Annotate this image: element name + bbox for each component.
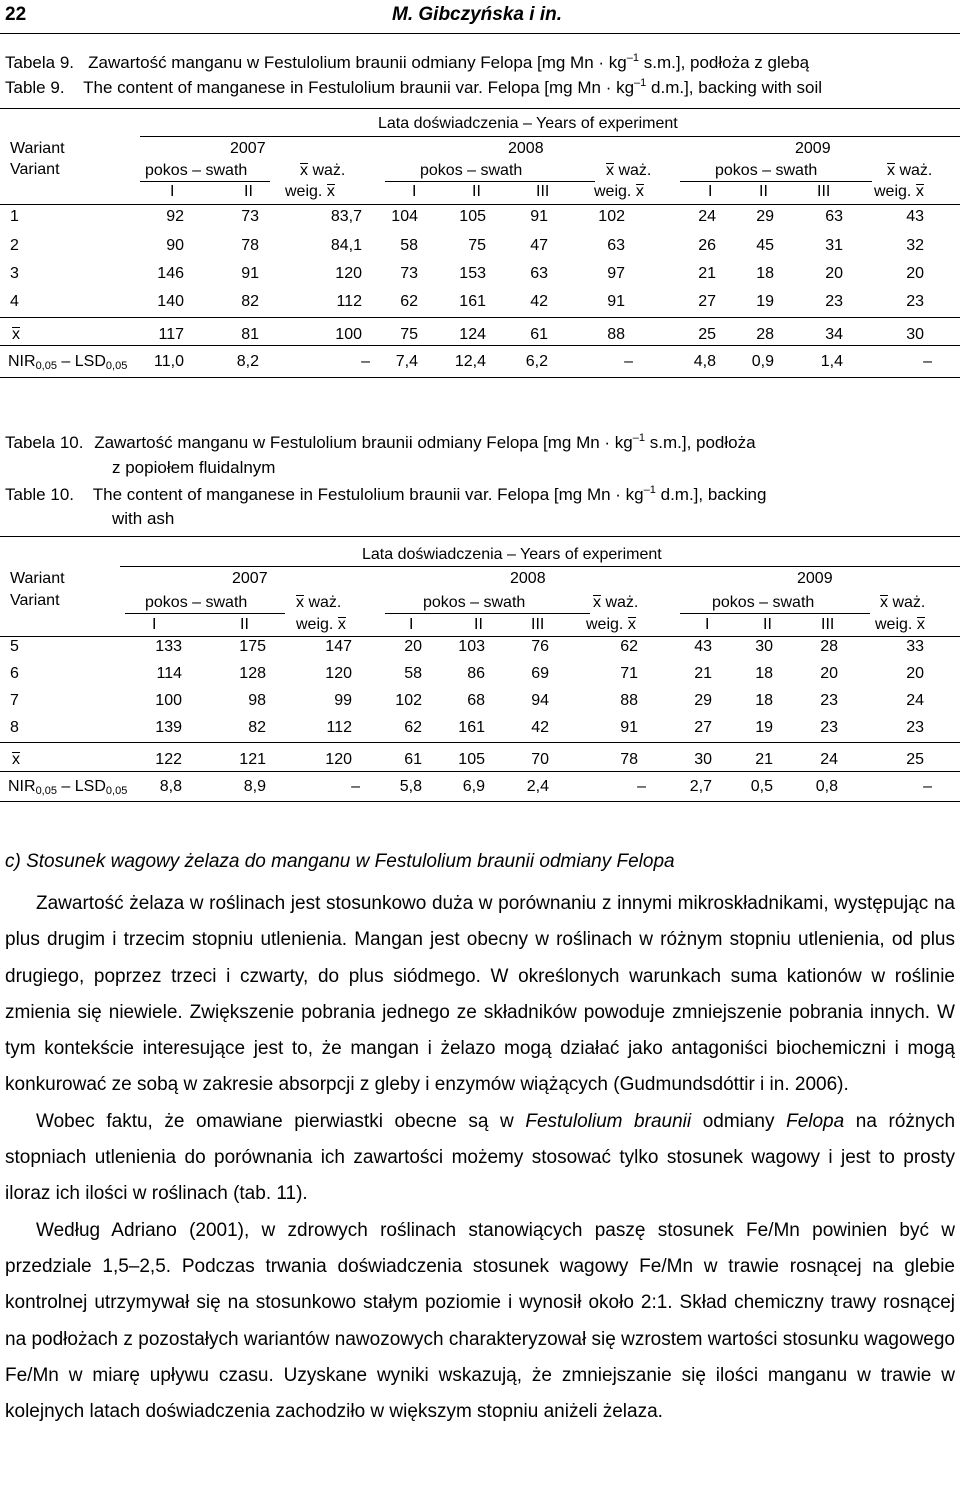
t10-cell: 114 (156, 665, 182, 682)
table9-weig-2009: weig. x (874, 183, 924, 200)
t10-nir-cell: 8,8 (159, 778, 182, 795)
table9-swath-rule-2008 (385, 181, 595, 182)
table9-year-2008: 2008 (508, 140, 544, 157)
table9-cut-2009-3: III (817, 183, 831, 200)
t9-cell: 32 (906, 237, 924, 254)
t10-mean-cell: 24 (820, 751, 838, 768)
t10-cell: 128 (239, 665, 266, 682)
t10-cell: 23 (820, 719, 838, 736)
t10-variant-8: 8 (10, 719, 19, 736)
t10-cell: 133 (155, 638, 182, 655)
t9-nir-cell: 6,2 (525, 353, 548, 370)
t9-cell: 97 (607, 265, 625, 282)
t10-cell: 27 (694, 719, 712, 736)
t10-variant-7: 7 (10, 692, 19, 709)
t10-cell: 18 (755, 692, 773, 709)
t10-cell: 98 (248, 692, 266, 709)
t10-nir-cell: 6,9 (462, 778, 485, 795)
t9-cell: 63 (607, 237, 625, 254)
section-heading: c) Stosunek wagowy żelaza do manganu w Festulolium braunii odmiany Felopa (5, 851, 675, 872)
table9-year-2007: 2007 (230, 140, 266, 157)
t9-nir-cell: 12,4 (454, 353, 486, 370)
table10-year-2007: 2007 (232, 570, 268, 587)
t10-nir-cell: – (923, 778, 932, 795)
t9-cell: 91 (530, 208, 548, 225)
paragraph-1: Zawartość żelaza w roślinach jest stosunkowo duża w porównaniu z innymi mikroskładnikami, występując na plus drugim i trzecim stopniu utlenienia. Mangan jest obecny w roślinach w różnym stopniu utlenienia, od plus drugiego, poprzez trzeci i czwarty, do plus siódmego. W określonych warunkach suma kationów w roślinie zmienia się niewiele. Zwiększenie pobrania jednego ze składników powoduje zmniejszenie pobrania innych. W tym kontekście interesujące jest to, że mangan i żelazo mogą działać jako antagoniści biochemiczni i mogą konkurować ze sobą w zakresie absorpcji z gleby i enzymów wiążących (Gudmundsdóttir i in. 2006). (5, 893, 955, 1096)
t10-cell: 62 (404, 719, 422, 736)
table9-cut-2007-1: I (170, 183, 175, 200)
table10-swath-rule-2007 (125, 613, 285, 614)
table9-variant-en: Variant (10, 161, 60, 178)
t9-cell: 42 (530, 293, 548, 310)
t10-mean-cell: 70 (531, 751, 549, 768)
table9-cut-2009-2: II (759, 183, 768, 200)
table9-weig-2007: weig. x (285, 183, 335, 200)
t10-cell: 28 (820, 638, 838, 655)
paragraph-3: Według Adriano (2001), w zdrowych roślinach stanowiących paszę stosunek Fe/Mn powinien być w przedziale 1,5–2,5. Podczas trwania doświadczenia stosunek wagowy Fe/Mn w trawie rosnącej na glebie kontrolnej utrzymywał się na stosunkowo stałym poziomie i wynosił około 2:1. Skład chemiczny trawy rosnącej na podłożach z pozostałych wariantów nawozowych charakteryzował się wzrostem wartości stosunku wagowego Fe/Mn w miarę upływu czasu. Uzyskane wyniki wskazują, że zmniejszanie się ilości manganu w trawie w kolejnych latach doświadczenia zachodziło w większym stopniu aniżeli żelaza. (5, 1219, 955, 1423)
t9-cell: 91 (607, 293, 625, 310)
page-number: 22 (5, 4, 27, 25)
t10-cell: 20 (404, 638, 422, 655)
t10-cell: 94 (531, 692, 549, 709)
t10-cell: 21 (694, 665, 712, 682)
t9-cell: 75 (468, 237, 486, 254)
t9-mean-cell: 81 (241, 326, 259, 343)
table9-cut-2007-2: II (244, 183, 253, 200)
table10-swath-2009: pokos – swath (712, 594, 815, 611)
table9-swath-2008: pokos – swath (420, 162, 523, 179)
t9-nir-cell: 11,0 (154, 353, 184, 370)
t9-cell: 112 (336, 293, 362, 310)
t10-nir-cell: – (637, 778, 646, 795)
t10-variant-5: 5 (10, 638, 19, 655)
table10-cut-2008-1: I (409, 616, 414, 633)
table9-year-2009: 2009 (795, 140, 831, 157)
t10-mean-cell: 120 (325, 751, 352, 768)
table10-swath-rule-2008 (385, 613, 590, 614)
t10-cell: 175 (239, 638, 266, 655)
table10-years-rule (120, 566, 960, 567)
t9-cell: 62 (400, 293, 418, 310)
t9-mean-cell: 25 (698, 326, 716, 343)
t9-cell: 24 (698, 208, 716, 225)
t10-mean-label: x (12, 751, 20, 768)
table9-weig-2008: weig. x (594, 183, 644, 200)
table10-variant-en: Variant (10, 592, 60, 609)
t9-cell: 58 (400, 237, 418, 254)
t9-cell: 73 (241, 208, 259, 225)
t9-cell: 83,7 (330, 208, 362, 225)
t10-cell: 33 (906, 638, 924, 655)
t9-nir-cell: 0,9 (751, 353, 774, 370)
t9-variant-3: 3 (10, 265, 19, 282)
table10-cut-2008-2: II (474, 616, 483, 633)
table10-nir-rule (0, 771, 960, 772)
t9-cell: 29 (756, 208, 774, 225)
table9-top-rule (0, 108, 960, 109)
t9-cell: 120 (335, 265, 362, 282)
table9-caption-pl: Tabela 9. Zawartość manganu w Festulolium braunii odmiany Felopa [mg $Mn \cdot kg^{-1}$ s.m.], podłoża z glebą (5, 52, 810, 72)
t9-cell: 140 (157, 293, 184, 310)
table10-swath-rule-2009 (680, 613, 870, 614)
t10-cell: 71 (620, 665, 638, 682)
t10-cell: 112 (326, 719, 352, 736)
t9-mean-cell: 75 (400, 326, 418, 343)
table10-years-header: Lata doświadczenia – Years of experiment (362, 546, 662, 563)
t9-cell: 63 (530, 265, 548, 282)
t10-cell: 19 (755, 719, 773, 736)
table10-swath-2008: pokos – swath (423, 594, 526, 611)
t10-nir-cell: 0,8 (815, 778, 838, 795)
t10-nir-cell: – (351, 778, 360, 795)
t9-nir-cell: – (361, 353, 370, 370)
table10-cut-2009-2: II (763, 616, 772, 633)
t9-variant-2: 2 (10, 237, 19, 254)
table9-years-header: Lata doświadczenia – Years of experiment (378, 115, 678, 132)
t10-nir-cell: 2,7 (689, 778, 712, 795)
t10-cell: 29 (694, 692, 712, 709)
t9-cell: 19 (756, 293, 774, 310)
table9-mean-rule (0, 317, 960, 318)
table10-year-2008: 2008 (510, 570, 546, 587)
table10-caption-en: Table 10. The content of manganese in Festulolium braunii var. Felopa [mg $Mn \cdot kg^{-1}$ d.m.], backing (5, 484, 767, 504)
table9-cut-2008-1: I (412, 183, 417, 200)
t10-cell: 100 (155, 692, 182, 709)
t9-nir-cell: 8,2 (236, 353, 259, 370)
t10-nir-cell: 2,4 (526, 778, 549, 795)
t9-variant-4: 4 (10, 293, 19, 310)
t9-cell: 91 (241, 265, 259, 282)
t9-mean-cell: 30 (906, 326, 924, 343)
table10-bottom-rule (0, 801, 960, 802)
t9-cell: 63 (825, 208, 843, 225)
t10-cell: 103 (458, 638, 485, 655)
t10-cell: 99 (334, 692, 352, 709)
paragraph-2: Wobec faktu, że omawiane pierwiastki obecne są w Festulolium braunii odmiany Felopa na różnych stopniach utlenienia do porównania ich zawartości możemy stosować tylko stosunek wagowy i jest to prosty iloraz ich ilości w roślinach (tab. 11). (5, 1110, 956, 1205)
t10-cell: 20 (906, 665, 924, 682)
t9-nir-cell: 4,8 (693, 353, 716, 370)
t9-nir-label: $NIR_{0,05} - LSD_{0,05}$ (8, 353, 128, 372)
t9-cell: 82 (241, 293, 259, 310)
t10-cell: 42 (531, 719, 549, 736)
t10-cell: 147 (325, 638, 352, 655)
t10-variant-6: 6 (10, 665, 19, 682)
t10-cell: 91 (620, 719, 638, 736)
t10-cell: 139 (155, 719, 182, 736)
t10-nir-cell: 0,5 (750, 778, 773, 795)
t10-cell: 86 (467, 665, 485, 682)
table10-caption-en-line2: with ash (112, 509, 175, 528)
t10-cell: 62 (620, 638, 638, 655)
table9-cut-2009-1: I (708, 183, 713, 200)
t10-cell: 102 (395, 692, 422, 709)
t10-mean-cell: 61 (404, 751, 422, 768)
t10-cell: 120 (325, 665, 352, 682)
table10-weighted-2008: x waż. (593, 594, 639, 611)
t9-mean-cell: 34 (825, 326, 843, 343)
table10-cut-2009-3: III (821, 616, 835, 633)
t10-cell: 68 (467, 692, 485, 709)
t9-cell: 31 (825, 237, 843, 254)
t9-mean-cell: 124 (459, 326, 486, 343)
t10-nir-cell: 8,9 (243, 778, 266, 795)
t9-mean-label: x (12, 326, 20, 343)
t10-cell: 43 (694, 638, 712, 655)
t9-cell: 104 (391, 208, 418, 225)
t9-mean-cell: 61 (530, 326, 548, 343)
t9-nir-cell: – (624, 353, 633, 370)
table9-swath-2009: pokos – swath (715, 162, 818, 179)
t10-cell: 58 (404, 665, 422, 682)
t9-cell: 102 (598, 208, 625, 225)
t10-cell: 23 (906, 719, 924, 736)
table9-weighted-2007: x waż. (300, 162, 346, 179)
t9-cell: 27 (698, 293, 716, 310)
t9-cell: 20 (906, 265, 924, 282)
t9-nir-cell: 1,4 (820, 353, 843, 370)
table10-weighted-2009: x waż. (880, 594, 926, 611)
table9-weighted-2009: x waż. (887, 162, 933, 179)
table10-caption-pl: Tabela 10. Zawartość manganu w Festulolium braunii odmiany Felopa [mg $Mn \cdot kg^{-1}$ s.m.], podłoża (5, 432, 756, 452)
t9-variant-1: 1 (10, 208, 19, 225)
t10-mean-cell: 105 (458, 751, 485, 768)
t9-cell: 47 (530, 237, 548, 254)
table10-weig-2008: weig. x (586, 616, 636, 633)
t9-cell: 18 (756, 265, 774, 282)
table10-swath-2007: pokos – swath (145, 594, 248, 611)
t10-cell: 88 (620, 692, 638, 709)
t9-cell: 90 (166, 237, 184, 254)
table10-weig-2007: weig. x (296, 616, 346, 633)
t9-cell: 26 (698, 237, 716, 254)
table10-cut-2008-3: III (531, 616, 545, 633)
table10-variant-pl: Wariant (10, 570, 65, 587)
t10-mean-cell: 121 (239, 751, 266, 768)
table10-cut-2007-2: II (240, 616, 249, 633)
table10-top-rule (0, 536, 960, 537)
table9-variant-pl: Wariant (10, 140, 65, 157)
t10-mean-cell: 25 (906, 751, 924, 768)
t10-nir-label: $NIR_{0,05} - LSD_{0,05}$ (8, 778, 128, 797)
t9-cell: 105 (459, 208, 486, 225)
t9-nir-cell: – (923, 353, 932, 370)
table10-header-rule (0, 636, 960, 637)
t10-nir-cell: 5,8 (399, 778, 422, 795)
t9-cell: 146 (157, 265, 184, 282)
t9-cell: 73 (400, 265, 418, 282)
t9-mean-cell: 88 (607, 326, 625, 343)
table10-mean-rule (0, 742, 960, 743)
t9-cell: 84,1 (330, 237, 362, 254)
t9-cell: 153 (459, 265, 486, 282)
table9-caption-en: Table 9. The content of manganese in Festulolium braunii var. Felopa [mg $Mn \cdot kg^{-1}$ d.m.], backing with soil (5, 77, 823, 97)
table9-weighted-2008: x waż. (606, 162, 652, 179)
table9-swath-2007: pokos – swath (145, 162, 248, 179)
table9-nir-rule (0, 345, 960, 346)
t10-cell: 24 (906, 692, 924, 709)
table10-cut-2007-1: I (152, 616, 157, 633)
table9-header-rule (0, 204, 960, 205)
t10-mean-cell: 122 (155, 751, 182, 768)
running-header-authors: M. Gibczyńska i in. (392, 4, 562, 25)
t10-cell: 76 (531, 638, 549, 655)
table10-weig-2009: weig. x (875, 616, 925, 633)
t9-mean-cell: 28 (756, 326, 774, 343)
t9-cell: 161 (459, 293, 486, 310)
t10-mean-cell: 21 (755, 751, 773, 768)
t10-cell: 30 (755, 638, 773, 655)
t9-cell: 23 (825, 293, 843, 310)
t9-mean-cell: 100 (335, 326, 362, 343)
t10-mean-cell: 30 (694, 751, 712, 768)
t10-cell: 23 (820, 692, 838, 709)
table9-bottom-rule (0, 377, 960, 378)
t9-cell: 20 (825, 265, 843, 282)
t9-mean-cell: 117 (158, 326, 184, 343)
body-text (5, 886, 955, 1430)
t9-cell: 78 (241, 237, 259, 254)
table9-cut-2008-2: II (472, 183, 481, 200)
t10-mean-cell: 78 (620, 751, 638, 768)
table10-cut-2009-1: I (705, 616, 710, 633)
table9-years-rule (140, 136, 960, 137)
header-rule (0, 33, 960, 34)
t10-cell: 82 (248, 719, 266, 736)
t9-cell: 23 (906, 293, 924, 310)
table10-weighted-2007: x waż. (296, 594, 342, 611)
t10-cell: 18 (755, 665, 773, 682)
t10-cell: 20 (820, 665, 838, 682)
table9-cut-2008-3: III (536, 183, 550, 200)
t9-cell: 45 (756, 237, 774, 254)
t10-cell: 161 (458, 719, 485, 736)
t9-cell: 43 (906, 208, 924, 225)
table9-swath-rule-2009 (680, 181, 872, 182)
t10-cell: 69 (531, 665, 549, 682)
table10-caption-pl-line2: z popiołem fluidalnym (112, 458, 276, 477)
t9-cell: 21 (698, 265, 716, 282)
t9-nir-cell: 7,4 (395, 353, 418, 370)
table10-year-2009: 2009 (797, 570, 833, 587)
t9-cell: 92 (166, 208, 184, 225)
table9-swath-rule-2007 (140, 181, 270, 182)
